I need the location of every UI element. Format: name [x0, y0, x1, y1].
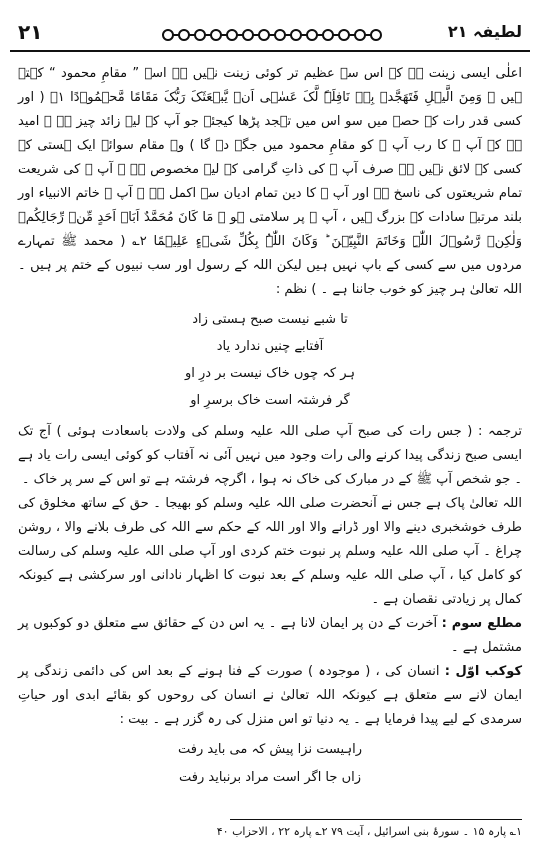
section-heading: مطلع سوم :: [441, 616, 522, 631]
poem-verses: [18, 306, 522, 414]
verse-line: ہر کہ چوں خاک نیست بر درِ او: [184, 366, 356, 381]
translation-paragraph: ترجمہ : ( جس رات کی صبح آپ صلی اللہ علیہ وسلم کی ولادت باسعادت ہوئی ) آج تک ایسی صبح زندگی پیدا کرنے والی رات وجود میں نہیں آئی نہ آفتاب کو کوئی ایسی رات یاد ہے ۔ جو شخص آپ ﷺ کے در مبارک کی خاک نہ ہوا ، اگرچہ فرشتہ ہے تو اس کے سر پر خاک ۔: [18, 424, 522, 487]
paragraph-5: [18, 660, 522, 732]
page-body: [18, 62, 522, 792]
footnotes: ۱؎ پارہ ۱۵ ۔ سورۂ بنی اسرائیل ، آیت ۷۹ ۲؎ پارہ ۲۲ ، الاحزاب ۴۰: [216, 825, 522, 838]
ornament-rings: [160, 28, 385, 42]
header-rule: [10, 50, 530, 52]
section-heading: کوکب اوّل :: [444, 664, 522, 679]
paragraph-4-text: آخرت کے دن پر ایمان لانا ہے ۔ یہ اس دن کے حقائق سے متعلق دو کوکبوں پر مشتمل ہے ۔: [18, 616, 522, 655]
footnote-rule: [230, 819, 522, 820]
section-title: لطیفہ ۲۱: [447, 22, 522, 41]
verse-line: تا شبے نیست صبح ہستی زاد: [192, 312, 348, 327]
paragraph-1: اعلٰی ایسی زینت ہے کہ اس سے عظیم تر کوئی زینت نہیں ہے اسے ” مقامِ محمود “ کہتے ہیں ۔ وَمِنَ الَّیۡلِ فَتَھَجَّدۡ بِہٖ نَافِلَۃً لَّکَ عَسٰۤی اَنۡ یَّبۡعَثَکَ رَبُّکَ مَقَامًا مَّحۡمُوۡدًا ۱؎ ( اور کسی قدر رات کے حصے میں سو اس میں تہجد پڑھا کیجئے جو آپ کے لیے زائد چیز ہے ۔ امید ہے کہ آپ ﷺ کا رب آپ ﷺ کو مقامِ محمود میں جگہ دے گا ) وہ مقام سوائے ایک ہستی کے کسی کے لائق نہیں ہے صرف آپ ﷺ کی ذاتِ گرامی کے لیے مخصوص ہے ۔ آپ ﷺ کی شریعت تمام شریعتوں کی ناسخ ہے اور آپ ﷺ کا دین تمام ادیان سے اکمل ہے ۔ آپ ﷺ خاتم الانبیاء اور بلند مرتبہ سادات کے بزرگ ہیں ، آپ ﷺ پر سلامتی ہو ۔ مَا کَانَ مُحَمَّدٌ اَبَاۤ اَحَدٍ مِّنۡ رِّجَالِکُمۡ وَلٰکِنۡ رَّسُوۡلَ اللّٰہِ وَخَاتَمَ النَّبِیّٖنَ ؕ وَکَانَ اللّٰہُ بِکُلِّ شَیۡءٍ عَلِیۡمًا ۲؎ ( محمد ﷺ تمہارے مردوں میں سے کسی کے باپ نہیں ہیں لیکن اللہ کے رسول اور سب نبیوں کے ختم پر ہیں ۔ اللہ تعالیٰ ہر چیز کو خوب جاننا ہے ۔ ) نظم :: [18, 66, 522, 297]
header-ornament: [160, 28, 385, 42]
page-number: ۲۱: [18, 20, 43, 44]
verse-line: راہیست نزا پیش کہ می باید رفت: [178, 742, 362, 757]
paragraph-5-text: انسان کی ، ( موجودہ ) صورت کے فنا ہونے کے بعد اس کی دائمی زندگی پر ایمان لانے سے متعلق ہے کیونکہ اللہ تعالیٰ نے انسان کی روحوں کو بقائے ابدی اور حیاتِ سرمدی کے لیے پیدا فرمایا ہے ۔ یہ دنیا تو اس منزل کی رہ گزر ہے ۔ بیت :: [18, 664, 522, 727]
verse-line: زاں جا اگر است مراد برنباید رفت: [179, 770, 361, 785]
verse-line: آفتابے چنیں ندارد یاد: [216, 339, 324, 354]
paragraph-4: [18, 612, 522, 660]
paragraph-3: اللہ تعالیٰ پاک ہے جس نے آنحضرت صلی اللہ علیہ وسلم کو بھیجا ۔ حق کے ساتھ مخلوق کی طرف خوشخبری دینے والا اور ڈرانے والا اور اللہ کے حکم سے اللہ کی طرف بلانے والا ، روشن چراغ ۔ آپ صلی اللہ علیہ وسلم پر نبوت ختم کردی اور آپ صلی اللہ علیہ وسلم کی رسالت کو کامل کیا ، آپ صلی اللہ علیہ وسلم کے بعد نبوت کا اظہار نادانی اور سرکشی ہے کیونکہ کمال پر زیادتی نقصان ہے ۔: [18, 496, 522, 607]
verse-line: گر فرشتہ است خاک برسرِ او: [190, 393, 350, 408]
page-header: [10, 16, 530, 50]
couplet: [18, 736, 522, 792]
